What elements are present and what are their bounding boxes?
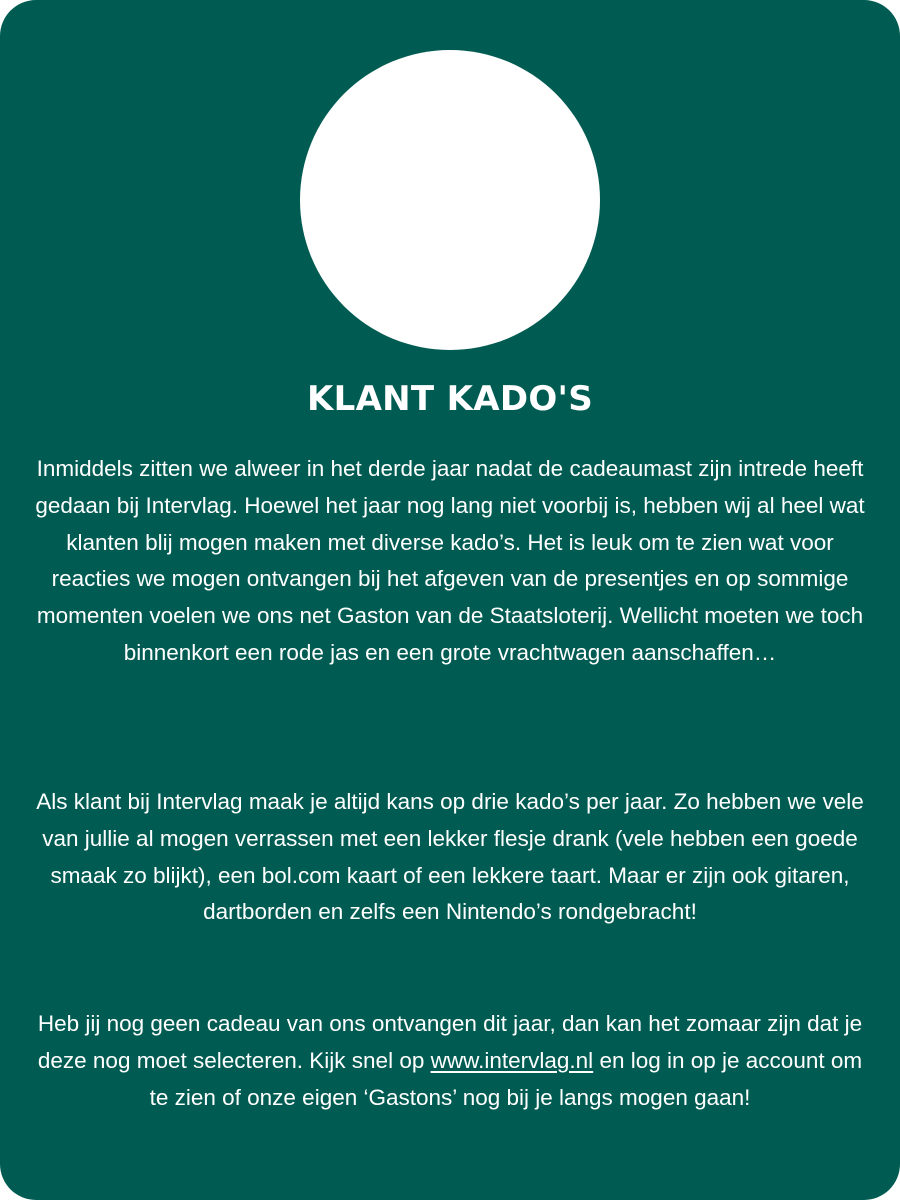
gifts-paragraph: Als klant bij Intervlag maak je altijd kans op drie kado’s per jaar. Zo hebben we vele van jullie al mogen verrassen met een lekker flesje drank (vele hebben een goede smaak zo blijkt), een bol.com kaart of een lekkere taart. Maar er zijn ook gitaren, dartborden en zelfs een Nintendo’s rondgebracht! [36,789,864,925]
intervlag-website-link[interactable]: www.intervlag.nl [430,1047,594,1073]
cta-text-before: Heb jij nog geen cadeau van ons ontvangen dit jaar, dan kan het zomaar zijn dat je deze nog moet selecteren. Kijk snel op [37,1011,863,1073]
page-title: KLANT KADO'S [306,379,594,419]
call-to-action-paragraph [35,1006,865,1116]
cta-text-after: en log in op je account om te zien of onze eigen ‘Gastons’ nog bij je langs mogen gaan! [149,1047,863,1110]
intro-paragraph: Inmiddels zitten we alweer in het derde jaar nadat de cadeaumast zijn intrede heeft gedaan bij Intervlag. Hoewel het jaar nog lang niet voorbij is, hebben wij al heel wat klanten blij mogen maken met diverse kado’s. Het is leuk om te zien wat voor reacties we mogen ontvangen bij het afgeven van de presentjes en op sommige momenten voelen we ons net Gaston van de Staatsloterij. Wellicht moeten we toch binnenkort een rode jas en een grote vrachtwagen aanschaffen… [35,456,865,665]
image-placeholder-circle [300,50,600,350]
